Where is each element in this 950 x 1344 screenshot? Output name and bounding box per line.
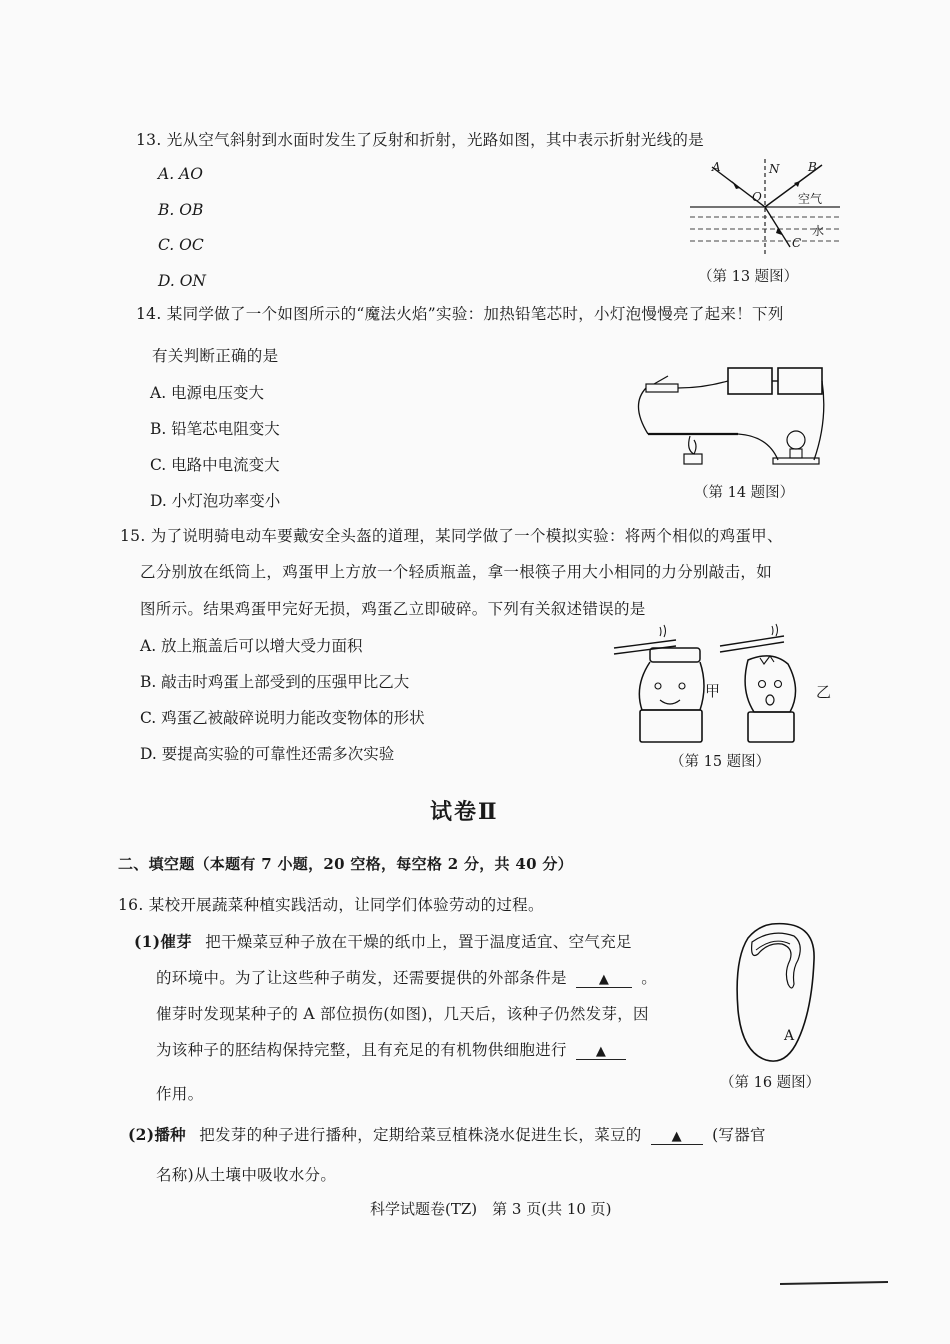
q14-option-b: B. 铅笔芯电阻变大 xyxy=(150,420,280,438)
page-edge-mark xyxy=(780,1276,890,1290)
q16-part1-line2-text: 的环境中。为了让这些种子萌发，还需要提供的外部条件是 xyxy=(156,969,567,987)
q15-caption: （第 15 题图） xyxy=(670,754,771,770)
q13-label-n: N xyxy=(769,162,780,176)
q15-label-yi: 乙 xyxy=(816,683,832,701)
q13-stem: 13. 光从空气斜射到水面时发生了反射和折射，光路如图，其中表示折射光线的是 xyxy=(136,131,704,149)
q13-label-a: A xyxy=(712,160,721,174)
q15-stem-line2: 乙分别放在纸筒上，鸡蛋甲上方放一个轻质瓶盖，拿一根筷子用大小相同的力分别敲击，如 xyxy=(140,563,773,581)
q16-label-a: A xyxy=(784,1028,795,1044)
section-heading: 二、填空题（本题有 7 小题，20 空格，每空格 2 分，共 40 分） xyxy=(118,855,573,873)
q15-label-jia: 甲 xyxy=(705,682,721,700)
q16-part2 xyxy=(128,1123,766,1145)
q14-stem-line1: 14. 某同学做了一个如图所示的“魔法火焰”实验：加热铅笔芯时，小灯泡慢慢亮了起来！下列 xyxy=(136,305,784,323)
q14-option-c: C. 电路中电流变大 xyxy=(150,456,280,474)
q13-label-water: 水 xyxy=(812,224,825,238)
q15-stem-line3: 图所示。结果鸡蛋甲完好无损，鸡蛋乙立即破碎。下列有关叙述错误的是 xyxy=(140,600,646,618)
q16-part2-line1-end: (写器官 xyxy=(712,1126,766,1144)
q16-part1 xyxy=(134,930,632,952)
q15-option-b: B. 敲击时鸡蛋上部受到的压强甲比乙大 xyxy=(140,673,410,691)
q16-part2-line1: 把发芽的种子进行播种，定期给菜豆植株浇水促进生长，菜豆的 xyxy=(199,1126,642,1144)
q15-option-a: A. 放上瓶盖后可以增大受力面积 xyxy=(140,637,363,655)
q16-figure-seed xyxy=(732,920,818,1068)
q16-stem: 16. 某校开展蔬菜种植实践活动，让同学们体验劳动的过程。 xyxy=(118,896,544,914)
q14-figure-circuit xyxy=(628,360,834,470)
q13-option-a: A. AO xyxy=(158,165,203,183)
q13-caption: （第 13 题图） xyxy=(698,269,799,285)
q16-part1-line3: 催芽时发现某种子的 A 部位损伤(如图)，几天后，该种子仍然发芽，因 xyxy=(156,1005,649,1023)
q15-option-c: C. 鸡蛋乙被敲碎说明力能改变物体的形状 xyxy=(140,709,425,727)
q14-caption: （第 14 题图） xyxy=(694,485,795,501)
q16-blank-3[interactable]: ▲ xyxy=(651,1129,703,1145)
section-title: 试卷Ⅱ xyxy=(430,799,499,825)
q16-part2-line2: 名称)从土壤中吸收水分。 xyxy=(156,1166,337,1184)
page-footer: 科学试题卷(TZ) 第 3 页(共 10 页) xyxy=(370,1200,612,1218)
q16-part1-line1: 把干燥菜豆种子放在干燥的纸巾上，置于温度适宜、空气充足 xyxy=(205,933,632,951)
q13-option-c: C. OC xyxy=(158,236,204,254)
q16-part2-label: (2)播种 xyxy=(128,1125,186,1144)
q15-option-d: D. 要提高实验的可靠性还需多次实验 xyxy=(140,745,395,763)
q16-part1-label: (1)催芽 xyxy=(134,932,192,951)
q13-label-air: 空气 xyxy=(798,192,823,206)
q14-stem-line2: 有关判断正确的是 xyxy=(152,347,279,365)
q13-label-o: O xyxy=(752,190,762,204)
q16-part1-line2-end: 。 xyxy=(641,969,658,987)
q16-part1-line4 xyxy=(156,1038,626,1060)
q16-caption: （第 16 题图） xyxy=(720,1075,821,1091)
q14-option-d: D. 小灯泡功率变小 xyxy=(150,492,281,510)
q13-label-c: C xyxy=(792,236,802,250)
q13-option-b: B. OB xyxy=(158,201,204,219)
q13-label-b: B xyxy=(808,160,817,174)
q14-option-a: A. 电源电压变大 xyxy=(150,384,265,402)
q16-part1-line2 xyxy=(156,966,657,988)
q16-part1-line5: 作用。 xyxy=(156,1085,204,1103)
q13-option-d: D. ON xyxy=(158,272,206,290)
q16-blank-2[interactable]: ▲ xyxy=(576,1044,626,1060)
q16-blank-1[interactable]: ▲ xyxy=(576,972,632,988)
q16-part1-line4-text: 为该种子的胚结构保持完整，且有充足的有机物供细胞进行 xyxy=(156,1041,567,1059)
q15-stem-line1: 15. 为了说明骑电动车要戴安全头盔的道理，某同学做了一个模拟实验：将两个相似的鸡蛋甲、 xyxy=(120,527,783,545)
